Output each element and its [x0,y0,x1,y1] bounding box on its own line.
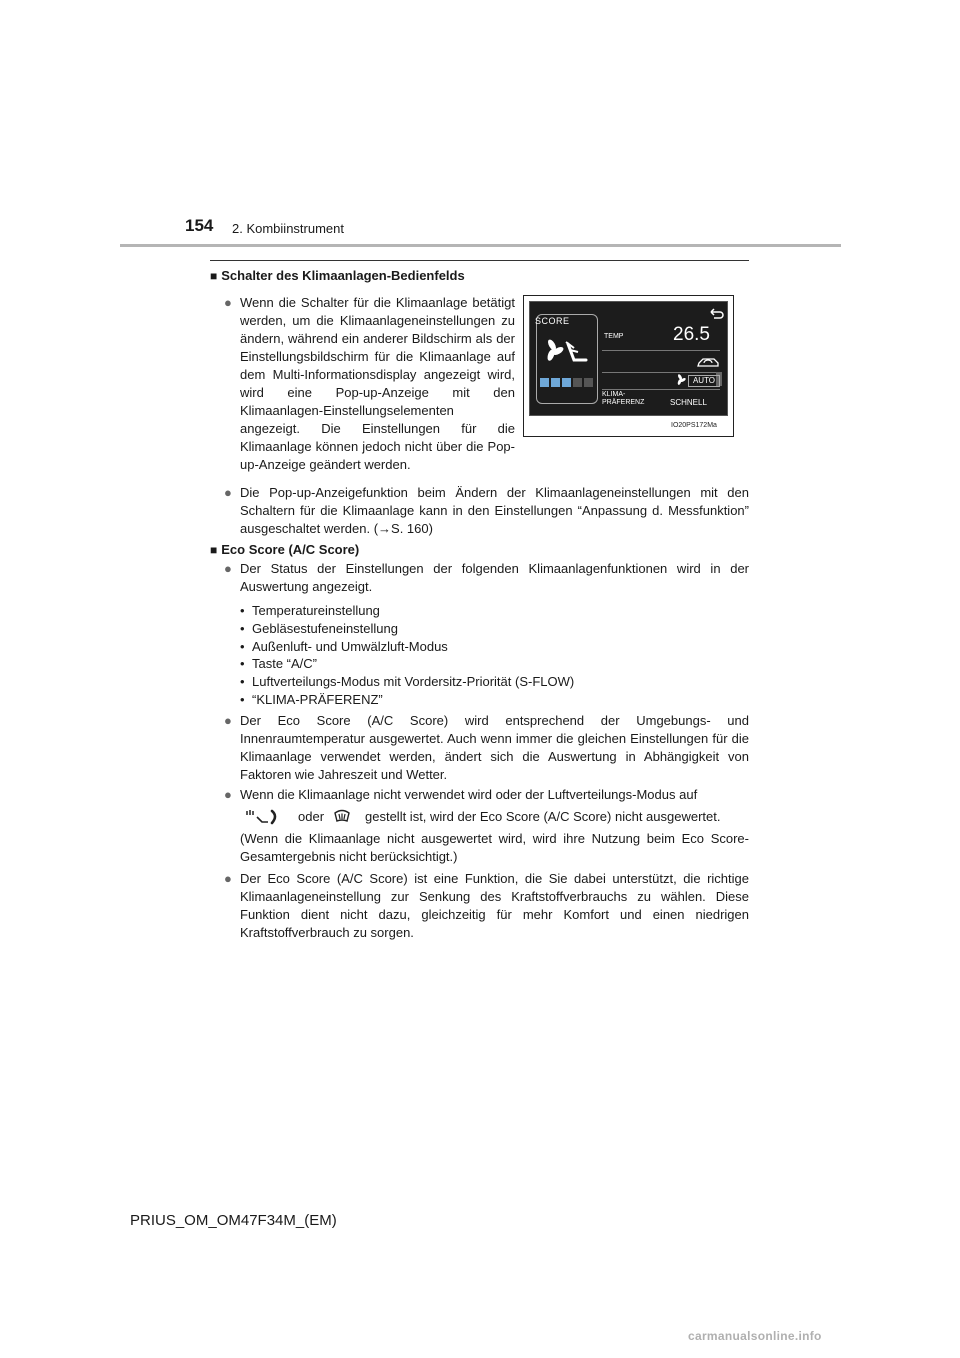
header-rule [120,244,841,247]
heading-square-marker: ■ [210,269,218,283]
list-item: • Außenluft- und Umwälzluft-Modus [240,638,574,656]
fan-seat-icon [544,336,590,370]
divider [602,350,720,351]
section-rule [210,260,749,261]
footer-model-code: PRIUS_OM_OM47F34M_(EM) [130,1212,337,1229]
car-recirculation-icon [696,355,720,369]
bullet-dot: ● [224,295,232,310]
section-heading-klimaanlagen [210,268,465,283]
score-bar [584,378,593,387]
bullet3-rest [224,830,749,866]
bullet-eco-status [224,560,749,596]
back-arrow-icon [708,308,724,320]
chapter-title: 2. Kombiinstrument [232,221,344,236]
bullet-text: Der Status der Einstellungen der folgenden Klimaanlagenfunktionen wird in der Auswertung angezeigt. [240,561,749,594]
bullet-text: Die Pop-up-Anzeigefunktion beim Ändern der Klimaanlageneinstellungen mit den Schaltern für die Klimaanlage kann in den Einstellungen “Anpassung d. Messfunktion” ausgeschaltet werden. (→S. 160) [240,485,749,536]
list-item: • “KLIMA-PRÄFERENZ” [240,691,574,709]
windshield-defrost-icon [333,807,351,825]
bullet-dot: ● [224,561,232,576]
bullet-text: Wenn die Klimaanlage nicht verwendet wird oder der Luftverteilungs-Modus auf [240,787,698,802]
score-bar [551,378,560,387]
score-bar [540,378,549,387]
bullet-popup-info [224,294,515,474]
divider [602,389,720,390]
list-item: • Taste “A/C” [240,655,574,673]
klima-line: KLIMA- [602,391,626,398]
klima-praeferenz-label [602,391,644,407]
bullet-eco-not-evaluated [224,786,749,804]
score-bar [562,378,571,387]
section-heading-eco-score [210,542,359,557]
inline-icons-line [240,806,749,828]
bullet-text: Der Eco Score (A/C Score) wird entsprechend der Umgebungs- und Innenraumtemperatur ausgewertet. Auch wenn immer die gleichen Einstellungen für die Klimaanlage verwendet werden, ändert sich die Auswertung in Abhängigkeit von Faktoren wie Jahreszeit und Wetter. [240,713,749,782]
temp-label: TEMP [604,333,624,340]
airflow-feet-defrost-icon [244,808,282,826]
function-list [240,602,574,709]
bullet-eco-evaluation [224,712,749,784]
bullet-dot: ● [224,485,232,500]
heading-square-marker: ■ [210,543,218,557]
bullet-text: Wenn die Schalter für die Klimaanlage betätigt werden, um die Klimaanlageneinstellungen zu ändern, während ein anderer Bildschirm als der Einstellungsbildschirm für die Klimaanlage auf dem Multi-Informationsdisplay angezeigt wird, wird eine Pop-up-Anzeige mit den Klimaanlagen-Einstellungselementen angezeigt. Die Einstellungen für die Klimaanlage können jedoch nicht über die Pop-up-Anzeige geändert werden. [240,295,515,472]
climate-display-figure [523,295,734,437]
divider [602,372,720,373]
score-bar [573,378,582,387]
klima-line: PRÄFERENZ [602,399,645,406]
bullet-text: Der Eco Score (A/C Score) ist eine Funktion, die Sie dabei unterstützt, die richtige Klimaanlageneinstellung zur Senkung des Kraftstoffverbrauchs zu wählen. Diese Funktion dient nicht dazu, gleichzeitig für mehr Komfort und einen niedrigen Kraftstoffverbrauch zu sorgen. [240,871,749,940]
oder-text: oder [298,809,325,824]
page-number: 154 [185,216,214,235]
bullet3-continued: gestellt ist, wird der Eco Score (A/C Score) nicht ausgewertet. [365,809,721,824]
bullet-popup-disable [224,484,749,538]
list-item: • Temperatureinstellung [240,602,574,620]
watermark: carmanualsonline.info [688,1329,822,1343]
display-screen [529,301,728,416]
auto-label: AUTO [688,375,720,387]
temp-value: 26.5 [673,324,710,345]
fan-small-icon [676,374,687,385]
list-item: • Gebläsestufeneinstellung [240,620,574,638]
bullet-dot: ● [224,787,232,802]
bullet-dot: ● [224,713,232,728]
figure-code: IO20PS172Ma [671,422,717,429]
bullet-text: (Wenn die Klimaanlage nicht ausgewertet wird, wird ihre Nutzung beim Eco Score-Gesamtergebnis nicht berücksichtigt.) [240,831,749,864]
bullet-dot: ● [224,871,232,886]
bullet-eco-purpose [224,870,749,942]
schnell-label: SCHNELL [670,398,707,407]
score-label: SCORE [535,316,570,326]
heading-text: Schalter des Klimaanlagen-Bedienfelds [221,268,465,283]
heading-text: Eco Score (A/C Score) [221,542,360,557]
list-item: • Luftverteilungs-Modus mit Vordersitz-Priorität (S-FLOW) [240,673,574,691]
